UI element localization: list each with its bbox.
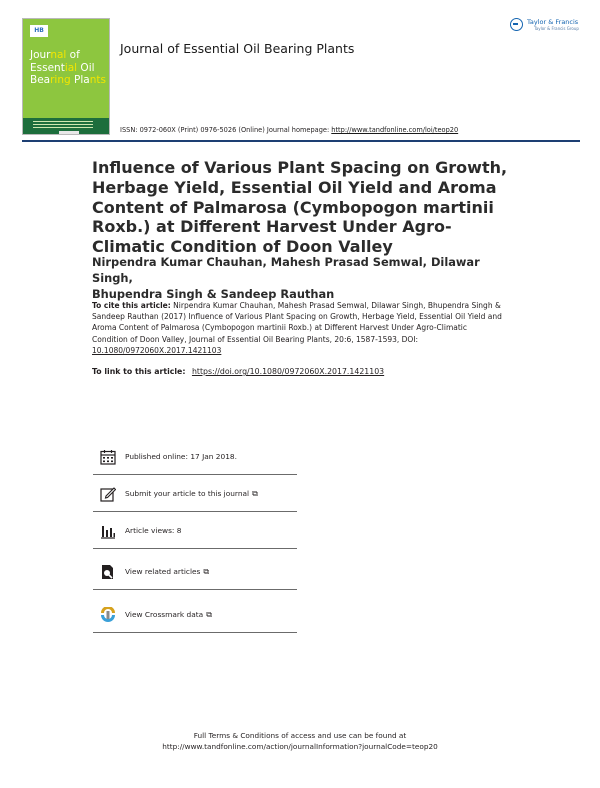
footer-terms-text: Full Terms & Conditions of access and use can be found at [193,731,407,740]
article-doi-link[interactable]: https://doi.org/10.1080/0972060X.2017.1421103 [191,367,385,376]
related-articles-link[interactable]: View related articles ⧉ [125,567,210,576]
journal-name[interactable]: Journal of Essential Oil Bearing Plants [120,41,355,56]
footer-terms [0,730,600,752]
header-divider [22,140,580,142]
submit-article-link[interactable]: Submit your article to this journal ⧉ [125,489,258,498]
crossmark-row[interactable] [93,598,297,633]
journal-homepage-link[interactable]: http://www.tandfonline.com/loi/teop20 [331,126,459,134]
published-online-row [93,440,297,475]
external-link-icon: ⧉ [206,610,212,619]
bar-chart-icon [100,523,116,539]
article-link-block [92,367,384,376]
related-articles-row[interactable] [93,555,297,590]
crossmark-link[interactable]: View Crossmark data ⧉ [125,610,212,619]
citation-label: To cite this article: [92,301,171,310]
document-search-icon [100,564,116,580]
edit-icon [100,486,116,502]
article-views-text: Article views: 8 [125,526,182,535]
cover-title: Journal of Essential Oil Bearing Plants [30,49,106,86]
article-authors: Nirpendra Kumar Chauhan, Mahesh Prasad Semwal, Dilawar Singh, Bhupendra Singh & Sandeep Rauthan [92,255,480,301]
cover-footer-band [23,118,109,135]
submit-article-row[interactable] [93,477,297,512]
external-link-icon: ⧉ [252,489,258,498]
cover-logo: HB [30,25,48,37]
publisher-logo[interactable]: Taylor & Francis Taylor & Francis Group [510,18,580,34]
calendar-icon [100,449,116,465]
crossmark-icon [100,607,116,623]
citation-block [92,300,504,356]
link-label: To link to this article: [92,367,186,376]
citation-doi-link[interactable]: 10.1080/0972060X.2017.1421103 [92,345,222,355]
external-link-icon: ⧉ [203,567,210,576]
article-views-row [93,514,297,549]
footer-terms-link[interactable]: http://www.tandfonline.com/action/journalInformation?journalCode=teop20 [162,742,438,751]
publisher-logo-icon [510,18,523,31]
journal-cover-thumbnail [22,18,110,135]
article-title: Influence of Various Plant Spacing on Growth, Herbage Yield, Essential Oil Yield and Aroma Content of Palmarosa (Cymbopogon martinii Roxb.) at Different Harvest Under Agro-Climatic Condition of Doon Valley [92,158,508,257]
published-online-text: Published online: 17 Jan 2018. [125,452,237,461]
issn-line [120,126,458,134]
citation-text: Nirpendra Kumar Chauhan, Mahesh Prasad Semwal, Dilawar Singh, Bhupendra Singh & Sandeep Rauthan (2017) Influence of Various Plant Spacing on Growth, Herbage Yield, Essential Oil Yield and Aroma Content of Palmarosa (Cymbopogon martinii Roxb.) at Different Harvest Under Agro-Climatic Condition of Doon Valley, Journal of Essential Oil Bearing Plants, 20:6, 1587-1593, DOI: [92,301,502,344]
issn-text: ISSN: 0972-060X (Print) 0976-5026 (Online) Journal homepage: [120,126,330,134]
